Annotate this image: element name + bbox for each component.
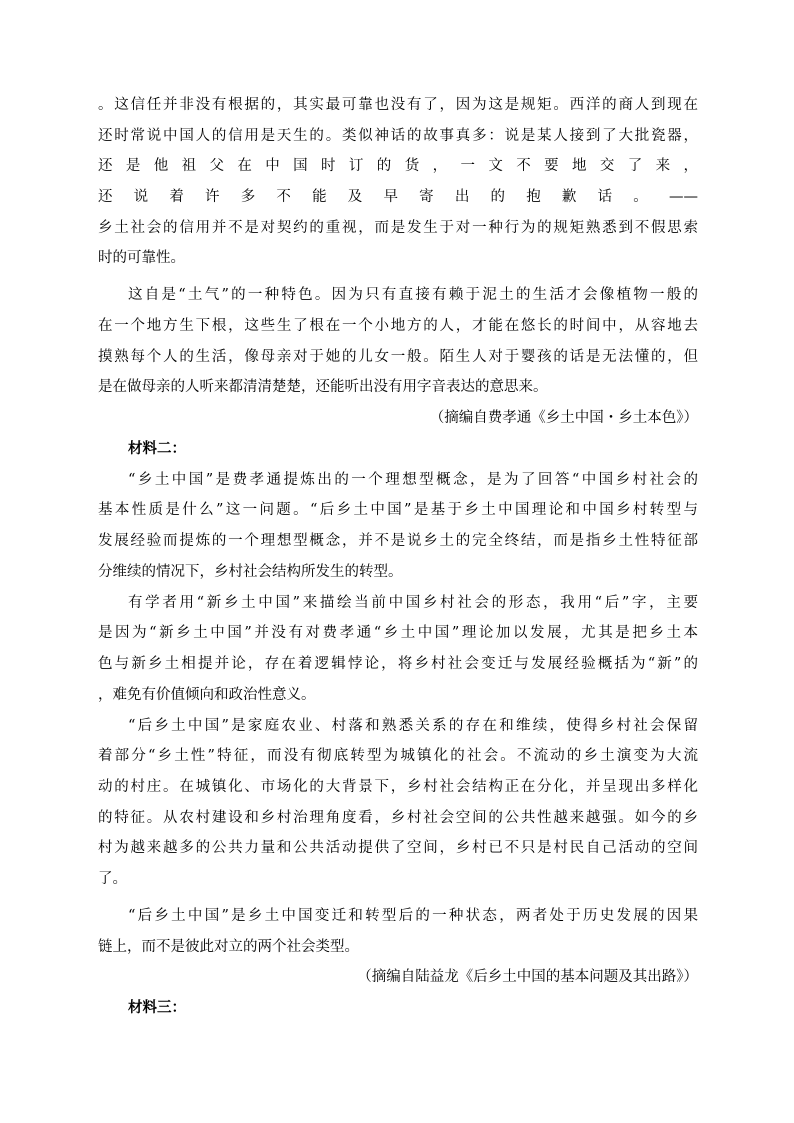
paragraph-first-line: 这自是“土气”的一种特色。因为只有直接有赖于泥土的生活才会像植物一般的	[128, 287, 698, 303]
text-line: 链上，而不是彼此对立的两个社会类型。	[98, 939, 359, 955]
text-line: 的特征。从农村建设和乡村治理角度看，乡村社会空间的公共性越来越强。如今的乡	[98, 810, 698, 826]
text-line: 是因为“新乡土中国”并没有对费孝通“乡土中国”理论加以发展，尤其是把乡土本	[98, 625, 698, 641]
text-line: ，难免有价值倾向和政治性意义。	[98, 687, 316, 703]
text-line: 村为越来越多的公共力量和公共活动提供了空间，乡村已不只是村民自己活动的空间	[98, 840, 698, 856]
text-line: 着部分“乡土性”特征，而没有彻底转型为城镇化的社会。不流动的乡土演变为大流	[98, 748, 698, 764]
text-line: 色与新乡土相提并论，存在着逻辑悖论，将乡村社会变迁与发展经验概括为“新”的	[98, 656, 698, 672]
text-line: 基本性质是什么”这一问题。“后乡土中国”是基于乡土中国理论和中国乡村转型与	[98, 502, 698, 518]
text-line: 是在做母亲的人听来都清清楚楚，还能听出没有用字音表达的意思来。	[98, 379, 548, 395]
text-line: 动的村庄。在城镇化、市场化的大背景下，乡村社会结构正在分化，并呈现出多样化	[98, 779, 698, 795]
section-heading: 材料三：	[128, 999, 186, 1016]
section-heading: 材料二：	[128, 440, 186, 457]
text-line: 还是他祖父在中国时订的货，一文不要地交了来，	[98, 158, 698, 174]
paragraph-first-line: “乡土中国”是费孝通提炼出的一个理想型概念，是为了回答“中国乡村社会的	[128, 472, 698, 488]
source-citation: （摘编自陆益龙《后乡土中国的基本问题及其出路》）	[357, 969, 698, 985]
text-line: 在一个地方生下根，这些生了根在一个小地方的人，才能在悠长的时间中，从容地去	[98, 318, 698, 334]
paragraph-first-line: 有学者用“新乡土中国”来描绘当前中国乡村社会的形态，我用“后”字，主要	[128, 595, 698, 611]
text-line: 分维续的情况下，乡村社会结构所发生的转型。	[98, 564, 403, 580]
text-line: 摸熟每个人的生活，像母亲对于她的儿女一般。陌生人对于婴孩的话是无法懂的，但	[98, 349, 698, 365]
text-line: 时的可靠性。	[98, 250, 185, 266]
source-citation: （摘编自费孝通《乡土中国・乡土本色》）	[429, 410, 698, 426]
text-line: 乡土社会的信用并不是对契约的重视，而是发生于对一种行为的规矩熟悉到不假思索	[98, 220, 698, 236]
text-line: 。这信任并非没有根据的，其实最可靠也没有了，因为这是规矩。西洋的商人到现在	[98, 97, 698, 113]
paragraph-first-line: “后乡土中国”是乡土中国变迁和转型后的一种状态，两者处于历史发展的因果	[128, 908, 698, 924]
text-line: 还时常说中国人的信用是天生的。类似神话的故事真多：说是某人接到了大批瓷器，	[98, 128, 698, 144]
text-line: 发展经验而提炼的一个理想型概念，并不是说乡土的完全终结，而是指乡土性特征部	[98, 533, 698, 549]
paragraph-first-line: “后乡土中国”是家庭农业、村落和熟悉关系的存在和维续，使得乡村社会保留	[128, 718, 698, 734]
text-line: 了。	[98, 871, 127, 887]
text-line: 还说着许多不能及早寄出的抱歉话。——	[98, 189, 698, 205]
